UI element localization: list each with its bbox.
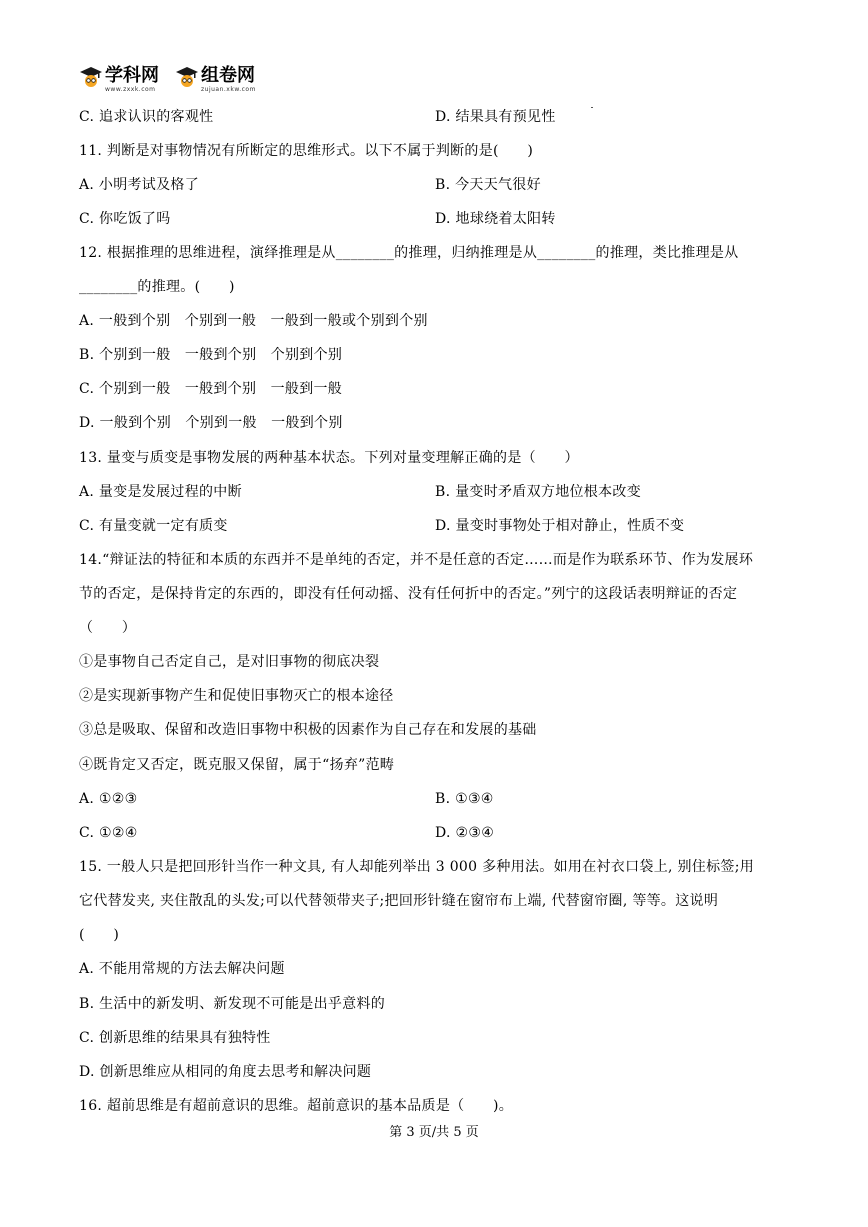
- statement-line: ②是实现新事物产生和促使旧事物灭亡的根本途径: [79, 688, 394, 704]
- scan-speck: [591, 107, 593, 108]
- option-line: A. 一般到个别 个别到一般 一般到一般或个别到个别: [79, 313, 428, 329]
- question-12: 12. 根据推理的思维进程，演绎推理是从________的推理，归纳推理是从________的推理，类比推理是从: [79, 245, 739, 261]
- question-14-cont: 节的否定，是保持肯定的东西的，即没有任何动摇、没有任何折中的否定。”列宁的这段话表明辩证的否定: [79, 586, 738, 602]
- option-line: A. 量变是发展过程的中断: [79, 484, 242, 500]
- question-15-cont: 它代替发夹, 夹住散乱的头发;可以代替领带夹子;把回形针缝在窗帘布上端, 代替窗帘圈, 等等。这说明: [79, 893, 719, 909]
- option-line: B. 今天天气很好: [435, 177, 541, 193]
- question-15: 15. 一般人只是把回形针当作一种文具, 有人却能列举出 3 000 多种用法。如用在衬衣口袋上, 别住标签;用: [79, 859, 755, 875]
- logo-name: 组卷网: [201, 65, 255, 86]
- option-line: D. 结果具有预见性: [435, 109, 556, 125]
- question-12-cont: ________的推理。( ): [79, 279, 235, 295]
- option-line: D. 量变时事物处于相对静止，性质不变: [435, 518, 685, 534]
- zujuan-logo[interactable]: [175, 66, 256, 96]
- option-line: A. ①②③: [79, 791, 138, 807]
- option-line: D. 创新思维应从相同的角度去思考和解决问题: [79, 1064, 372, 1080]
- option-line: D. ②③④: [435, 825, 495, 841]
- page-number: 第 3 页/共 5 页: [389, 1125, 479, 1140]
- option-line: D. 一般到个别 个别到一般 一般到个别: [79, 415, 343, 431]
- zxxk-logo[interactable]: [79, 66, 159, 96]
- question-15-paren: ( ): [79, 927, 120, 943]
- option-line: B. 生活中的新发明、新发现不可能是出乎意料的: [79, 996, 386, 1012]
- option-line: B. 量变时矛盾双方地位根本改变: [435, 484, 641, 500]
- option-line: A. 不能用常规的方法去解决问题: [79, 961, 285, 977]
- question-14: 14.“辩证法的特征和本质的东西并不是单纯的否定，并不是任意的否定……而是作为联系环节、作为发展环: [79, 552, 754, 568]
- logo-url: www.zxxk.com: [105, 86, 156, 93]
- statement-line: ①是事物自己否定自己，是对旧事物的彻底决裂: [79, 654, 380, 670]
- statement-line: ③总是吸取、保留和改造旧事物中积极的因素作为自己存在和发展的基础: [79, 722, 537, 738]
- option-line: C. 个别到一般 一般到个别 一般到一般: [79, 381, 343, 397]
- option-line: B. ①③④: [435, 791, 494, 807]
- option-line: C. 追求认识的客观性: [79, 109, 214, 125]
- logo-url: zujuan.xkw.com: [201, 86, 256, 93]
- option-line: C. ①②④: [79, 825, 138, 841]
- question-16: 16. 超前思维是有超前意识的思维。超前意识的基本品质是（ )。: [79, 1098, 514, 1114]
- option-line: D. 地球绕着太阳转: [435, 211, 556, 227]
- option-line: C. 创新思维的结果具有独特性: [79, 1030, 271, 1046]
- logo-name: 学科网: [105, 65, 159, 86]
- option-line: C. 有量变就一定有质变: [79, 518, 228, 534]
- option-line: C. 你吃饭了吗: [79, 211, 171, 227]
- question-14-paren: （ ）: [79, 620, 137, 636]
- graduation-cap-icon: [175, 66, 199, 88]
- question-13: 13. 量变与质变是事物发展的两种基本状态。下列对量变理解正确的是（ ）: [79, 450, 579, 466]
- option-line: A. 小明考试及格了: [79, 177, 200, 193]
- graduation-cap-icon: [79, 66, 103, 88]
- question-11: 11. 判断是对事物情况有所断定的思维形式。以下不属于判断的是( ): [79, 143, 534, 159]
- statement-line: ④既肯定又否定，既克服又保留，属于“扬弃”范畴: [79, 757, 395, 773]
- option-line: B. 个别到一般 一般到个别 个别到个别: [79, 347, 343, 363]
